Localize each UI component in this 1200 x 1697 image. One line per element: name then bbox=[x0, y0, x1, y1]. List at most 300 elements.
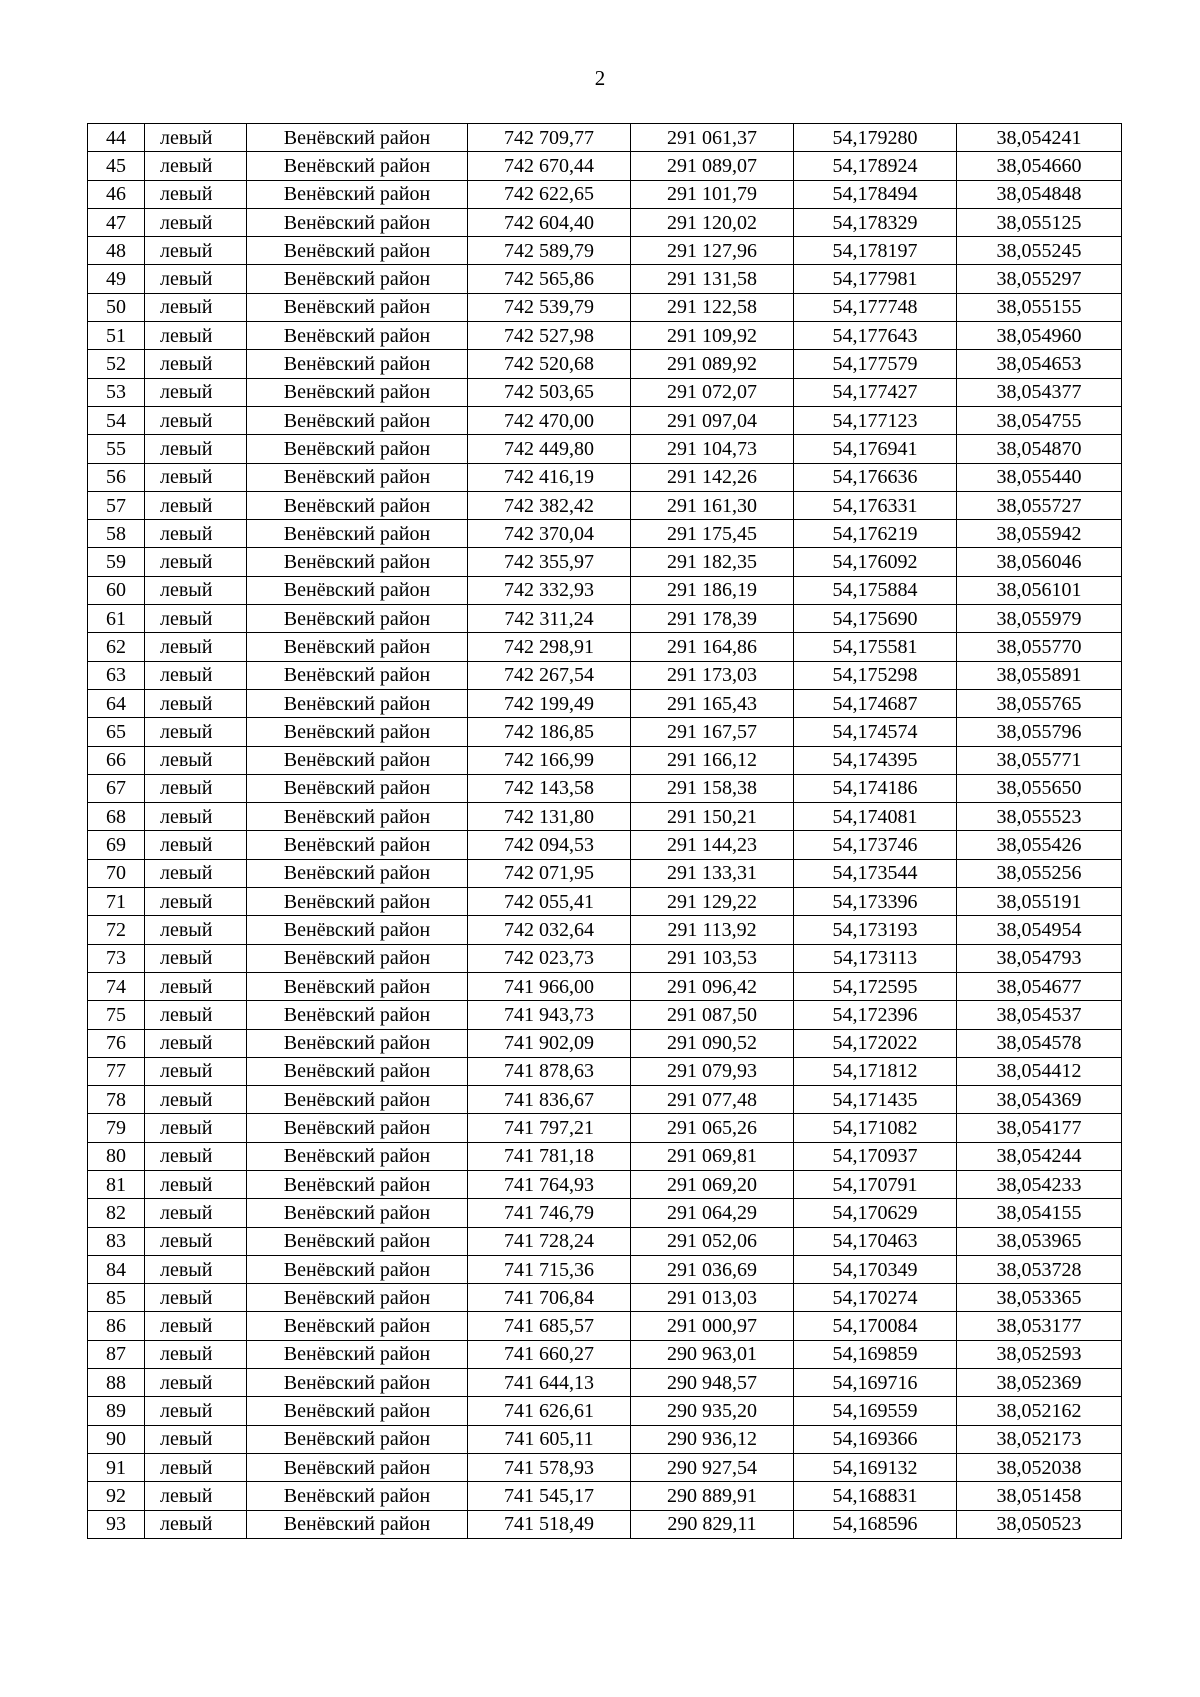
table-row bbox=[88, 859, 1122, 887]
y-coordinate-cell: 291 175,45 bbox=[631, 520, 794, 548]
district-cell: Венёвский район bbox=[247, 237, 468, 265]
latitude-cell: 54,177123 bbox=[794, 406, 957, 434]
y-coordinate-cell: 291 064,29 bbox=[631, 1199, 794, 1227]
bank-side-cell: левый bbox=[145, 1029, 247, 1057]
district-cell: Венёвский район bbox=[247, 1227, 468, 1255]
bank-side-cell: левый bbox=[145, 859, 247, 887]
table-row bbox=[88, 1284, 1122, 1312]
district-cell: Венёвский район bbox=[247, 1199, 468, 1227]
y-coordinate-cell: 291 150,21 bbox=[631, 803, 794, 831]
x-coordinate-cell: 741 578,93 bbox=[468, 1453, 631, 1481]
district-cell: Венёвский район bbox=[247, 718, 468, 746]
y-coordinate-cell: 291 069,81 bbox=[631, 1142, 794, 1170]
district-cell: Венёвский район bbox=[247, 378, 468, 406]
x-coordinate-cell: 741 902,09 bbox=[468, 1029, 631, 1057]
table-row bbox=[88, 463, 1122, 491]
latitude-cell: 54,176331 bbox=[794, 491, 957, 519]
latitude-cell: 54,174574 bbox=[794, 718, 957, 746]
bank-side-cell: левый bbox=[145, 322, 247, 350]
table-row bbox=[88, 633, 1122, 661]
point-number-cell: 60 bbox=[88, 576, 145, 604]
y-coordinate-cell: 291 036,69 bbox=[631, 1255, 794, 1283]
table-row bbox=[88, 1086, 1122, 1114]
latitude-cell: 54,170274 bbox=[794, 1284, 957, 1312]
longitude-cell: 38,056101 bbox=[957, 576, 1122, 604]
district-cell: Венёвский район bbox=[247, 1029, 468, 1057]
longitude-cell: 38,054233 bbox=[957, 1170, 1122, 1198]
y-coordinate-cell: 291 013,03 bbox=[631, 1284, 794, 1312]
table-row bbox=[88, 1029, 1122, 1057]
bank-side-cell: левый bbox=[145, 406, 247, 434]
point-number-cell: 70 bbox=[88, 859, 145, 887]
latitude-cell: 54,175884 bbox=[794, 576, 957, 604]
bank-side-cell: левый bbox=[145, 1369, 247, 1397]
latitude-cell: 54,174186 bbox=[794, 774, 957, 802]
point-number-cell: 85 bbox=[88, 1284, 145, 1312]
bank-side-cell: левый bbox=[145, 718, 247, 746]
bank-side-cell: левый bbox=[145, 180, 247, 208]
table-row bbox=[88, 972, 1122, 1000]
district-cell: Венёвский район bbox=[247, 322, 468, 350]
bank-side-cell: левый bbox=[145, 1312, 247, 1340]
latitude-cell: 54,170084 bbox=[794, 1312, 957, 1340]
longitude-cell: 38,053365 bbox=[957, 1284, 1122, 1312]
bank-side-cell: левый bbox=[145, 1397, 247, 1425]
x-coordinate-cell: 742 565,86 bbox=[468, 265, 631, 293]
district-cell: Венёвский район bbox=[247, 1284, 468, 1312]
longitude-cell: 38,055770 bbox=[957, 633, 1122, 661]
latitude-cell: 54,178924 bbox=[794, 152, 957, 180]
bank-side-cell: левый bbox=[145, 548, 247, 576]
x-coordinate-cell: 741 706,84 bbox=[468, 1284, 631, 1312]
point-number-cell: 65 bbox=[88, 718, 145, 746]
y-coordinate-cell: 290 927,54 bbox=[631, 1453, 794, 1481]
bank-side-cell: левый bbox=[145, 1340, 247, 1368]
longitude-cell: 38,054793 bbox=[957, 944, 1122, 972]
point-number-cell: 67 bbox=[88, 774, 145, 802]
district-cell: Венёвский район bbox=[247, 1142, 468, 1170]
table-row bbox=[88, 746, 1122, 774]
district-cell: Венёвский район bbox=[247, 661, 468, 689]
bank-side-cell: левый bbox=[145, 1255, 247, 1283]
x-coordinate-cell: 741 545,17 bbox=[468, 1482, 631, 1510]
x-coordinate-cell: 741 878,63 bbox=[468, 1057, 631, 1085]
table-row bbox=[88, 944, 1122, 972]
latitude-cell: 54,169859 bbox=[794, 1340, 957, 1368]
table-row bbox=[88, 1312, 1122, 1340]
district-cell: Венёвский район bbox=[247, 1510, 468, 1538]
point-number-cell: 53 bbox=[88, 378, 145, 406]
district-cell: Венёвский район bbox=[247, 859, 468, 887]
longitude-cell: 38,052369 bbox=[957, 1369, 1122, 1397]
x-coordinate-cell: 742 032,64 bbox=[468, 916, 631, 944]
table-row bbox=[88, 180, 1122, 208]
latitude-cell: 54,173193 bbox=[794, 916, 957, 944]
table-row bbox=[88, 378, 1122, 406]
bank-side-cell: левый bbox=[145, 576, 247, 604]
y-coordinate-cell: 291 097,04 bbox=[631, 406, 794, 434]
x-coordinate-cell: 742 589,79 bbox=[468, 237, 631, 265]
point-number-cell: 58 bbox=[88, 520, 145, 548]
longitude-cell: 38,054870 bbox=[957, 435, 1122, 463]
y-coordinate-cell: 291 122,58 bbox=[631, 293, 794, 321]
table-row bbox=[88, 803, 1122, 831]
point-number-cell: 56 bbox=[88, 463, 145, 491]
y-coordinate-cell: 290 948,57 bbox=[631, 1369, 794, 1397]
table-row bbox=[88, 124, 1122, 152]
bank-side-cell: левый bbox=[145, 435, 247, 463]
table-row bbox=[88, 1453, 1122, 1481]
bank-side-cell: левый bbox=[145, 1227, 247, 1255]
district-cell: Венёвский район bbox=[247, 1170, 468, 1198]
y-coordinate-cell: 291 090,52 bbox=[631, 1029, 794, 1057]
x-coordinate-cell: 741 626,61 bbox=[468, 1397, 631, 1425]
table-row bbox=[88, 237, 1122, 265]
point-number-cell: 74 bbox=[88, 972, 145, 1000]
y-coordinate-cell: 290 829,11 bbox=[631, 1510, 794, 1538]
y-coordinate-cell: 291 079,93 bbox=[631, 1057, 794, 1085]
y-coordinate-cell: 291 161,30 bbox=[631, 491, 794, 519]
y-coordinate-cell: 290 889,91 bbox=[631, 1482, 794, 1510]
table-row bbox=[88, 548, 1122, 576]
bank-side-cell: левый bbox=[145, 293, 247, 321]
bank-side-cell: левый bbox=[145, 746, 247, 774]
longitude-cell: 38,054960 bbox=[957, 322, 1122, 350]
bank-side-cell: левый bbox=[145, 1057, 247, 1085]
point-number-cell: 66 bbox=[88, 746, 145, 774]
table-row bbox=[88, 1227, 1122, 1255]
longitude-cell: 38,055796 bbox=[957, 718, 1122, 746]
latitude-cell: 54,172396 bbox=[794, 1001, 957, 1029]
y-coordinate-cell: 291 166,12 bbox=[631, 746, 794, 774]
x-coordinate-cell: 741 764,93 bbox=[468, 1170, 631, 1198]
latitude-cell: 54,170463 bbox=[794, 1227, 957, 1255]
longitude-cell: 38,054848 bbox=[957, 180, 1122, 208]
table-row bbox=[88, 520, 1122, 548]
x-coordinate-cell: 742 267,54 bbox=[468, 661, 631, 689]
y-coordinate-cell: 290 963,01 bbox=[631, 1340, 794, 1368]
bank-side-cell: левый bbox=[145, 350, 247, 378]
bank-side-cell: левый bbox=[145, 916, 247, 944]
y-coordinate-cell: 291 120,02 bbox=[631, 208, 794, 236]
x-coordinate-cell: 741 781,18 bbox=[468, 1142, 631, 1170]
point-number-cell: 84 bbox=[88, 1255, 145, 1283]
x-coordinate-cell: 742 670,44 bbox=[468, 152, 631, 180]
table-row bbox=[88, 406, 1122, 434]
table-row bbox=[88, 208, 1122, 236]
bank-side-cell: левый bbox=[145, 208, 247, 236]
bank-side-cell: левый bbox=[145, 1170, 247, 1198]
bank-side-cell: левый bbox=[145, 1086, 247, 1114]
y-coordinate-cell: 291 000,97 bbox=[631, 1312, 794, 1340]
district-cell: Венёвский район bbox=[247, 180, 468, 208]
table-row bbox=[88, 1510, 1122, 1538]
point-number-cell: 49 bbox=[88, 265, 145, 293]
x-coordinate-cell: 742 709,77 bbox=[468, 124, 631, 152]
latitude-cell: 54,176092 bbox=[794, 548, 957, 576]
longitude-cell: 38,050523 bbox=[957, 1510, 1122, 1538]
point-number-cell: 54 bbox=[88, 406, 145, 434]
y-coordinate-cell: 290 935,20 bbox=[631, 1397, 794, 1425]
latitude-cell: 54,170791 bbox=[794, 1170, 957, 1198]
bank-side-cell: левый bbox=[145, 1001, 247, 1029]
longitude-cell: 38,054677 bbox=[957, 972, 1122, 1000]
latitude-cell: 54,178494 bbox=[794, 180, 957, 208]
latitude-cell: 54,170349 bbox=[794, 1255, 957, 1283]
y-coordinate-cell: 291 142,26 bbox=[631, 463, 794, 491]
point-number-cell: 86 bbox=[88, 1312, 145, 1340]
bank-side-cell: левый bbox=[145, 1425, 247, 1453]
latitude-cell: 54,178197 bbox=[794, 237, 957, 265]
point-number-cell: 62 bbox=[88, 633, 145, 661]
x-coordinate-cell: 741 728,24 bbox=[468, 1227, 631, 1255]
longitude-cell: 38,055155 bbox=[957, 293, 1122, 321]
x-coordinate-cell: 741 644,13 bbox=[468, 1369, 631, 1397]
bank-side-cell: левый bbox=[145, 803, 247, 831]
district-cell: Венёвский район bbox=[247, 803, 468, 831]
point-number-cell: 90 bbox=[88, 1425, 145, 1453]
y-coordinate-cell: 291 127,96 bbox=[631, 237, 794, 265]
table-row bbox=[88, 1255, 1122, 1283]
latitude-cell: 54,170937 bbox=[794, 1142, 957, 1170]
latitude-cell: 54,169559 bbox=[794, 1397, 957, 1425]
bank-side-cell: левый bbox=[145, 774, 247, 802]
x-coordinate-cell: 742 094,53 bbox=[468, 831, 631, 859]
point-number-cell: 71 bbox=[88, 888, 145, 916]
latitude-cell: 54,173544 bbox=[794, 859, 957, 887]
x-coordinate-cell: 741 966,00 bbox=[468, 972, 631, 1000]
latitude-cell: 54,175581 bbox=[794, 633, 957, 661]
longitude-cell: 38,053965 bbox=[957, 1227, 1122, 1255]
latitude-cell: 54,168596 bbox=[794, 1510, 957, 1538]
point-number-cell: 78 bbox=[88, 1086, 145, 1114]
bank-side-cell: левый bbox=[145, 463, 247, 491]
district-cell: Венёвский район bbox=[247, 916, 468, 944]
y-coordinate-cell: 291 129,22 bbox=[631, 888, 794, 916]
longitude-cell: 38,051458 bbox=[957, 1482, 1122, 1510]
longitude-cell: 38,054244 bbox=[957, 1142, 1122, 1170]
longitude-cell: 38,054369 bbox=[957, 1086, 1122, 1114]
latitude-cell: 54,170629 bbox=[794, 1199, 957, 1227]
point-number-cell: 45 bbox=[88, 152, 145, 180]
table-row bbox=[88, 293, 1122, 321]
district-cell: Венёвский район bbox=[247, 972, 468, 1000]
bank-side-cell: левый bbox=[145, 944, 247, 972]
x-coordinate-cell: 741 715,36 bbox=[468, 1255, 631, 1283]
table-row bbox=[88, 888, 1122, 916]
bank-side-cell: левый bbox=[145, 1284, 247, 1312]
longitude-cell: 38,054660 bbox=[957, 152, 1122, 180]
longitude-cell: 38,055979 bbox=[957, 605, 1122, 633]
point-number-cell: 82 bbox=[88, 1199, 145, 1227]
y-coordinate-cell: 291 096,42 bbox=[631, 972, 794, 1000]
latitude-cell: 54,173746 bbox=[794, 831, 957, 859]
x-coordinate-cell: 741 943,73 bbox=[468, 1001, 631, 1029]
district-cell: Венёвский район bbox=[247, 1340, 468, 1368]
y-coordinate-cell: 291 178,39 bbox=[631, 605, 794, 633]
y-coordinate-cell: 291 087,50 bbox=[631, 1001, 794, 1029]
x-coordinate-cell: 741 605,11 bbox=[468, 1425, 631, 1453]
y-coordinate-cell: 291 113,92 bbox=[631, 916, 794, 944]
district-cell: Венёвский район bbox=[247, 1312, 468, 1340]
bank-side-cell: левый bbox=[145, 661, 247, 689]
point-number-cell: 92 bbox=[88, 1482, 145, 1510]
longitude-cell: 38,054155 bbox=[957, 1199, 1122, 1227]
point-number-cell: 57 bbox=[88, 491, 145, 519]
latitude-cell: 54,169716 bbox=[794, 1369, 957, 1397]
latitude-cell: 54,177643 bbox=[794, 322, 957, 350]
x-coordinate-cell: 742 055,41 bbox=[468, 888, 631, 916]
latitude-cell: 54,179280 bbox=[794, 124, 957, 152]
point-number-cell: 59 bbox=[88, 548, 145, 576]
longitude-cell: 38,054954 bbox=[957, 916, 1122, 944]
coordinates-table bbox=[87, 123, 1122, 1539]
district-cell: Венёвский район bbox=[247, 152, 468, 180]
district-cell: Венёвский район bbox=[247, 265, 468, 293]
longitude-cell: 38,052173 bbox=[957, 1425, 1122, 1453]
y-coordinate-cell: 291 158,38 bbox=[631, 774, 794, 802]
bank-side-cell: левый bbox=[145, 972, 247, 1000]
latitude-cell: 54,172595 bbox=[794, 972, 957, 1000]
point-number-cell: 89 bbox=[88, 1397, 145, 1425]
district-cell: Венёвский район bbox=[247, 406, 468, 434]
longitude-cell: 38,055426 bbox=[957, 831, 1122, 859]
latitude-cell: 54,174395 bbox=[794, 746, 957, 774]
point-number-cell: 81 bbox=[88, 1170, 145, 1198]
longitude-cell: 38,052162 bbox=[957, 1397, 1122, 1425]
bank-side-cell: левый bbox=[145, 689, 247, 717]
longitude-cell: 38,052038 bbox=[957, 1453, 1122, 1481]
x-coordinate-cell: 741 518,49 bbox=[468, 1510, 631, 1538]
x-coordinate-cell: 742 503,65 bbox=[468, 378, 631, 406]
table-row bbox=[88, 605, 1122, 633]
district-cell: Венёвский район bbox=[247, 1482, 468, 1510]
latitude-cell: 54,174687 bbox=[794, 689, 957, 717]
district-cell: Венёвский район bbox=[247, 689, 468, 717]
point-number-cell: 93 bbox=[88, 1510, 145, 1538]
table-row bbox=[88, 916, 1122, 944]
latitude-cell: 54,177981 bbox=[794, 265, 957, 293]
longitude-cell: 38,054241 bbox=[957, 124, 1122, 152]
x-coordinate-cell: 742 470,00 bbox=[468, 406, 631, 434]
longitude-cell: 38,054755 bbox=[957, 406, 1122, 434]
bank-side-cell: левый bbox=[145, 1199, 247, 1227]
longitude-cell: 38,055650 bbox=[957, 774, 1122, 802]
latitude-cell: 54,172022 bbox=[794, 1029, 957, 1057]
point-number-cell: 72 bbox=[88, 916, 145, 944]
x-coordinate-cell: 742 143,58 bbox=[468, 774, 631, 802]
y-coordinate-cell: 291 133,31 bbox=[631, 859, 794, 887]
table-row bbox=[88, 1142, 1122, 1170]
y-coordinate-cell: 291 072,07 bbox=[631, 378, 794, 406]
table-row bbox=[88, 1369, 1122, 1397]
table-row bbox=[88, 1057, 1122, 1085]
x-coordinate-cell: 742 449,80 bbox=[468, 435, 631, 463]
district-cell: Венёвский район bbox=[247, 1397, 468, 1425]
table-row bbox=[88, 1397, 1122, 1425]
x-coordinate-cell: 742 539,79 bbox=[468, 293, 631, 321]
bank-side-cell: левый bbox=[145, 520, 247, 548]
x-coordinate-cell: 741 660,27 bbox=[468, 1340, 631, 1368]
longitude-cell: 38,055191 bbox=[957, 888, 1122, 916]
x-coordinate-cell: 741 746,79 bbox=[468, 1199, 631, 1227]
longitude-cell: 38,053728 bbox=[957, 1255, 1122, 1283]
longitude-cell: 38,055771 bbox=[957, 746, 1122, 774]
district-cell: Венёвский район bbox=[247, 208, 468, 236]
x-coordinate-cell: 742 071,95 bbox=[468, 859, 631, 887]
y-coordinate-cell: 291 144,23 bbox=[631, 831, 794, 859]
longitude-cell: 38,055297 bbox=[957, 265, 1122, 293]
longitude-cell: 38,054377 bbox=[957, 378, 1122, 406]
x-coordinate-cell: 742 604,40 bbox=[468, 208, 631, 236]
y-coordinate-cell: 291 065,26 bbox=[631, 1114, 794, 1142]
table-body bbox=[88, 124, 1122, 1539]
y-coordinate-cell: 291 165,43 bbox=[631, 689, 794, 717]
table-row bbox=[88, 1001, 1122, 1029]
x-coordinate-cell: 742 527,98 bbox=[468, 322, 631, 350]
latitude-cell: 54,171082 bbox=[794, 1114, 957, 1142]
y-coordinate-cell: 291 109,92 bbox=[631, 322, 794, 350]
district-cell: Венёвский район bbox=[247, 520, 468, 548]
table-row bbox=[88, 1170, 1122, 1198]
longitude-cell: 38,054412 bbox=[957, 1057, 1122, 1085]
x-coordinate-cell: 742 166,99 bbox=[468, 746, 631, 774]
latitude-cell: 54,176219 bbox=[794, 520, 957, 548]
latitude-cell: 54,174081 bbox=[794, 803, 957, 831]
longitude-cell: 38,056046 bbox=[957, 548, 1122, 576]
latitude-cell: 54,177427 bbox=[794, 378, 957, 406]
longitude-cell: 38,055891 bbox=[957, 661, 1122, 689]
latitude-cell: 54,175690 bbox=[794, 605, 957, 633]
table-row bbox=[88, 576, 1122, 604]
y-coordinate-cell: 291 089,92 bbox=[631, 350, 794, 378]
x-coordinate-cell: 742 520,68 bbox=[468, 350, 631, 378]
latitude-cell: 54,176941 bbox=[794, 435, 957, 463]
x-coordinate-cell: 741 685,57 bbox=[468, 1312, 631, 1340]
district-cell: Венёвский район bbox=[247, 1086, 468, 1114]
point-number-cell: 77 bbox=[88, 1057, 145, 1085]
x-coordinate-cell: 742 023,73 bbox=[468, 944, 631, 972]
bank-side-cell: левый bbox=[145, 378, 247, 406]
district-cell: Венёвский район bbox=[247, 124, 468, 152]
district-cell: Венёвский район bbox=[247, 1255, 468, 1283]
x-coordinate-cell: 742 298,91 bbox=[468, 633, 631, 661]
district-cell: Венёвский район bbox=[247, 605, 468, 633]
district-cell: Венёвский район bbox=[247, 1057, 468, 1085]
x-coordinate-cell: 742 186,85 bbox=[468, 718, 631, 746]
bank-side-cell: левый bbox=[145, 237, 247, 265]
table-row bbox=[88, 1340, 1122, 1368]
point-number-cell: 79 bbox=[88, 1114, 145, 1142]
point-number-cell: 64 bbox=[88, 689, 145, 717]
bank-side-cell: левый bbox=[145, 605, 247, 633]
latitude-cell: 54,168831 bbox=[794, 1482, 957, 1510]
longitude-cell: 38,054653 bbox=[957, 350, 1122, 378]
district-cell: Венёвский район bbox=[247, 1369, 468, 1397]
longitude-cell: 38,055765 bbox=[957, 689, 1122, 717]
y-coordinate-cell: 291 103,53 bbox=[631, 944, 794, 972]
y-coordinate-cell: 291 104,73 bbox=[631, 435, 794, 463]
longitude-cell: 38,055942 bbox=[957, 520, 1122, 548]
district-cell: Венёвский район bbox=[247, 746, 468, 774]
district-cell: Венёвский район bbox=[247, 350, 468, 378]
longitude-cell: 38,054177 bbox=[957, 1114, 1122, 1142]
table-row bbox=[88, 435, 1122, 463]
x-coordinate-cell: 742 131,80 bbox=[468, 803, 631, 831]
district-cell: Венёвский район bbox=[247, 1425, 468, 1453]
longitude-cell: 38,055256 bbox=[957, 859, 1122, 887]
table-row bbox=[88, 689, 1122, 717]
